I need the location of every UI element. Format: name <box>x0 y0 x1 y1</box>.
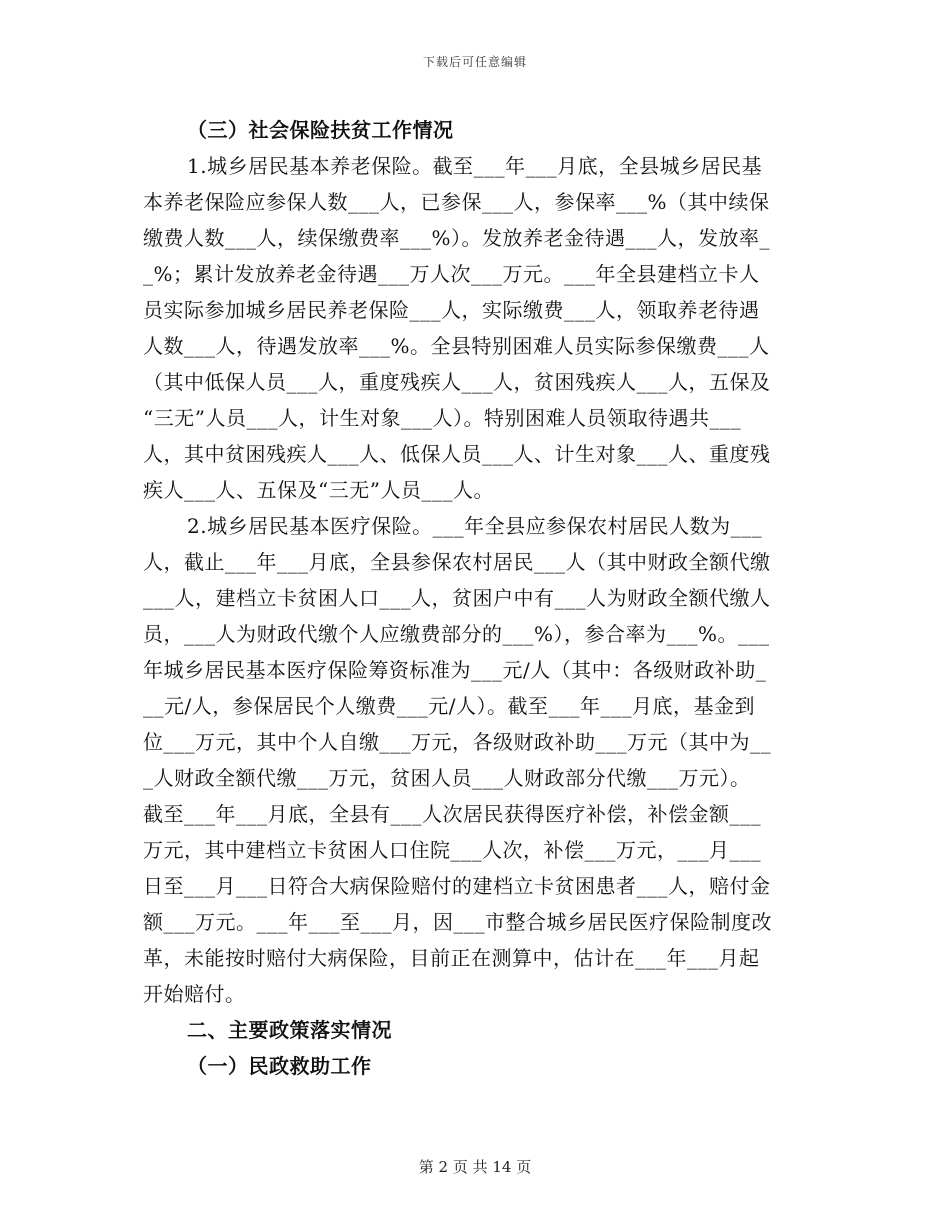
paragraph-line: 日至___月___日符合大病保险赔付的建档立卡贫困患者___人，赔付金 <box>143 874 771 898</box>
paragraph-medical-insurance <box>143 508 808 1012</box>
paragraph-line: （其中低保人员___人，重度残疾人___人，贫困残疾人___人，五保及 <box>143 370 771 394</box>
paragraph-line: 位___万元，其中个人自缴___万元，各级财政补助___万元（其中为__ <box>143 730 771 754</box>
paragraph-line: 革，未能按时赔付大病保险，目前正在测算中，估计在___年___月起 <box>143 946 760 970</box>
paragraph-line: ___人，建档立卡贫困人口___人，贫困户中有___人为财政全额代缴人 <box>143 586 771 610</box>
paragraph-line: 截至___年___月底，全县有___人次居民获得医疗补偿，补偿金额___ <box>143 802 761 826</box>
paragraph-line: __元/人，参保居民个人缴费___元/人）。截至___年___月底，基金到 <box>143 694 755 718</box>
paragraph-line: 年城乡居民基本医疗保险筹资标准为___元/人（其中：各级财政补助_ <box>143 658 767 682</box>
paragraph-line: 缴费人数___人，续保缴费率___%）。发放养老金待遇___人，发放率_ <box>143 226 771 250</box>
paragraph-line: 开始赔付。 <box>143 982 246 1006</box>
paragraph-line: 人数___人，待遇发放率___%。全县特别困难人员实际参保缴费___人 <box>143 334 770 358</box>
paragraph-line: 人，其中贫困残疾人___人、低保人员___人、计生对象___人、重度残 <box>143 442 771 466</box>
paragraph-pension-insurance <box>143 148 808 508</box>
section-heading-policy-implementation: 二、主要政策落实情况 <box>187 1018 392 1042</box>
paragraph-line: 万元，其中建档立卡贫困人口住院___人次，补偿___万元，___月___ <box>143 838 761 862</box>
page-footer: 第 2 页 共 14 页 <box>418 1158 532 1176</box>
paragraph-line: _%；累计发放养老金待遇___万人次___万元。___年全县建档立卡人 <box>143 262 760 286</box>
section-heading-social-insurance: （三）社会保险扶贫工作情况 <box>187 118 454 142</box>
paragraph-line: “三无”人员___人，计生对象___人）。特别困难人员领取待遇共___ <box>143 406 741 430</box>
paragraph-line: 额___万元。___年___至___月，因___市整合城乡居民医疗保险制度改 <box>143 910 772 934</box>
paragraph-line: _人财政全额代缴___万元，贫困人员___人财政部分代缴___万元）。 <box>143 766 751 790</box>
paragraph-line: 2.城乡居民基本医疗保险。___年全县应参保农村居民人数为___ <box>187 514 763 538</box>
paragraph-line: 员实际参加城乡居民养老保险___人，实际缴费___人，领取养老待遇 <box>143 298 760 322</box>
document-body <box>143 112 808 1084</box>
paragraph-line: 疾人___人、五保及“三无”人员___人。 <box>143 478 494 502</box>
paragraph-line: 本养老保险应参保人数___人，已参保___人，参保率___%（其中续保 <box>143 190 770 214</box>
subsection-heading-civil-affairs: （一）民政救助工作 <box>187 1054 372 1078</box>
header-note: 下载后可任意编辑 <box>422 55 527 69</box>
paragraph-line: 人，截止___年___月底，全县参保农村居民___人（其中财政全额代缴 <box>143 550 771 574</box>
paragraph-line: 1.城乡居民基本养老保险。截至___年___月底，全县城乡居民基 <box>187 154 763 178</box>
paragraph-line: 员，___人为财政代缴个人应缴费部分的___%），参合率为___%。___ <box>143 622 770 646</box>
